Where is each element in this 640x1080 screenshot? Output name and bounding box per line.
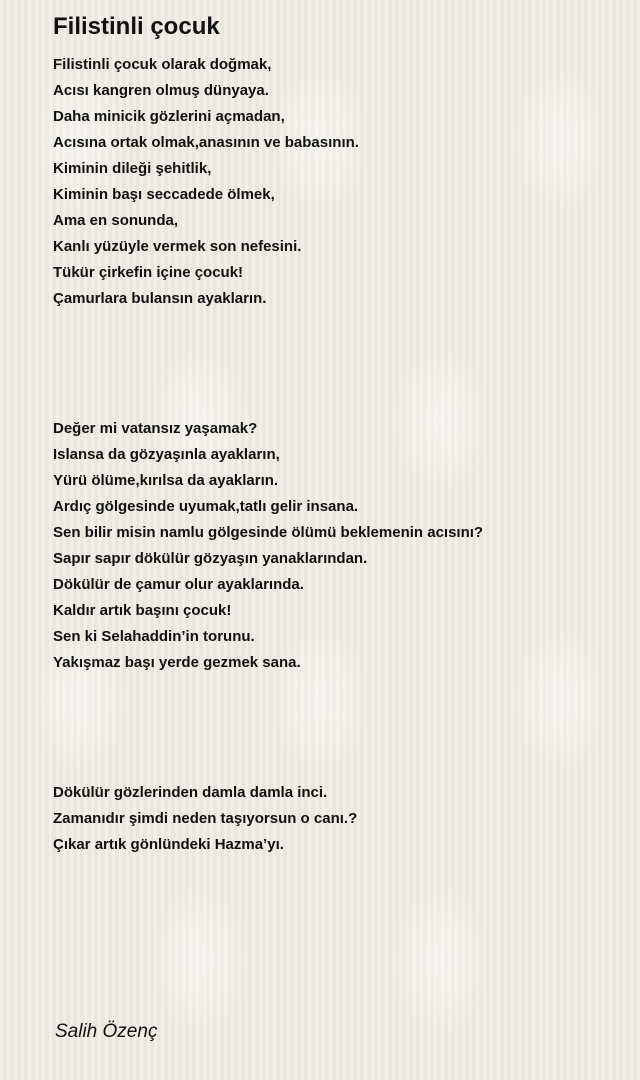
stanza-1 (53, 52, 633, 312)
poem-line: Yürü ölüme,kırılsa da ayakların. (53, 472, 279, 489)
poem-line: Ardıç gölgesinde uyumak,tatlı gelir insana. (53, 498, 359, 515)
poem-body (53, 52, 633, 858)
poem-line: Filistinli çocuk olarak doğmak, (53, 56, 272, 73)
stanza-gap (53, 676, 633, 780)
poem-line: Çıkar artık gönlündeki Hazma’yı. (53, 836, 284, 853)
poem-title: Filistinli çocuk (53, 13, 220, 40)
poem-line: Acısı kangren olmuş dünyaya. (53, 82, 269, 99)
poem-line: Kanlı yüzüyle vermek son nefesini. (53, 238, 302, 255)
poem-line: Yakışmaz başı yerde gezmek sana. (53, 654, 301, 671)
poem-line: Tükür çirkefin içine çocuk! (53, 264, 244, 281)
poem-line: Ama en sonunda, (53, 212, 179, 229)
poem-line: Kiminin başı seccadede ölmek, (53, 186, 275, 203)
poem-line: Zamanıdır şimdi neden taşıyorsun o canı.? (53, 810, 358, 827)
poem-line: Dökülür gözlerinden damla damla inci. (53, 784, 328, 801)
poem-line: Islansa da gözyaşınla ayakların, (53, 446, 280, 463)
poem-line: Çamurlara bulansın ayakların. (53, 290, 267, 307)
poem-line: Değer mi vatansız yaşamak? (53, 420, 258, 437)
stanza-gap (53, 312, 633, 416)
stanza-2 (53, 416, 633, 676)
stanza-3 (53, 780, 633, 858)
poem-line: Acısına ortak olmak,anasının ve babasının. (53, 134, 359, 151)
poem-line: Daha minicik gözlerini açmadan, (53, 108, 285, 125)
poem-author: Salih Özenç (55, 1021, 158, 1042)
poem-line: Sen bilir misin namlu gölgesinde ölümü beklemenin acısını? (53, 524, 484, 541)
poem-line: Sen ki Selahaddin’in torunu. (53, 628, 255, 645)
poem-line: Dökülür de çamur olur ayaklarında. (53, 576, 304, 593)
poem-line: Sapır sapır dökülür gözyaşın yanaklarından. (53, 550, 368, 567)
poem-line: Kiminin dileği şehitlik, (53, 160, 212, 177)
poem-line: Kaldır artık başını çocuk! (53, 602, 232, 619)
